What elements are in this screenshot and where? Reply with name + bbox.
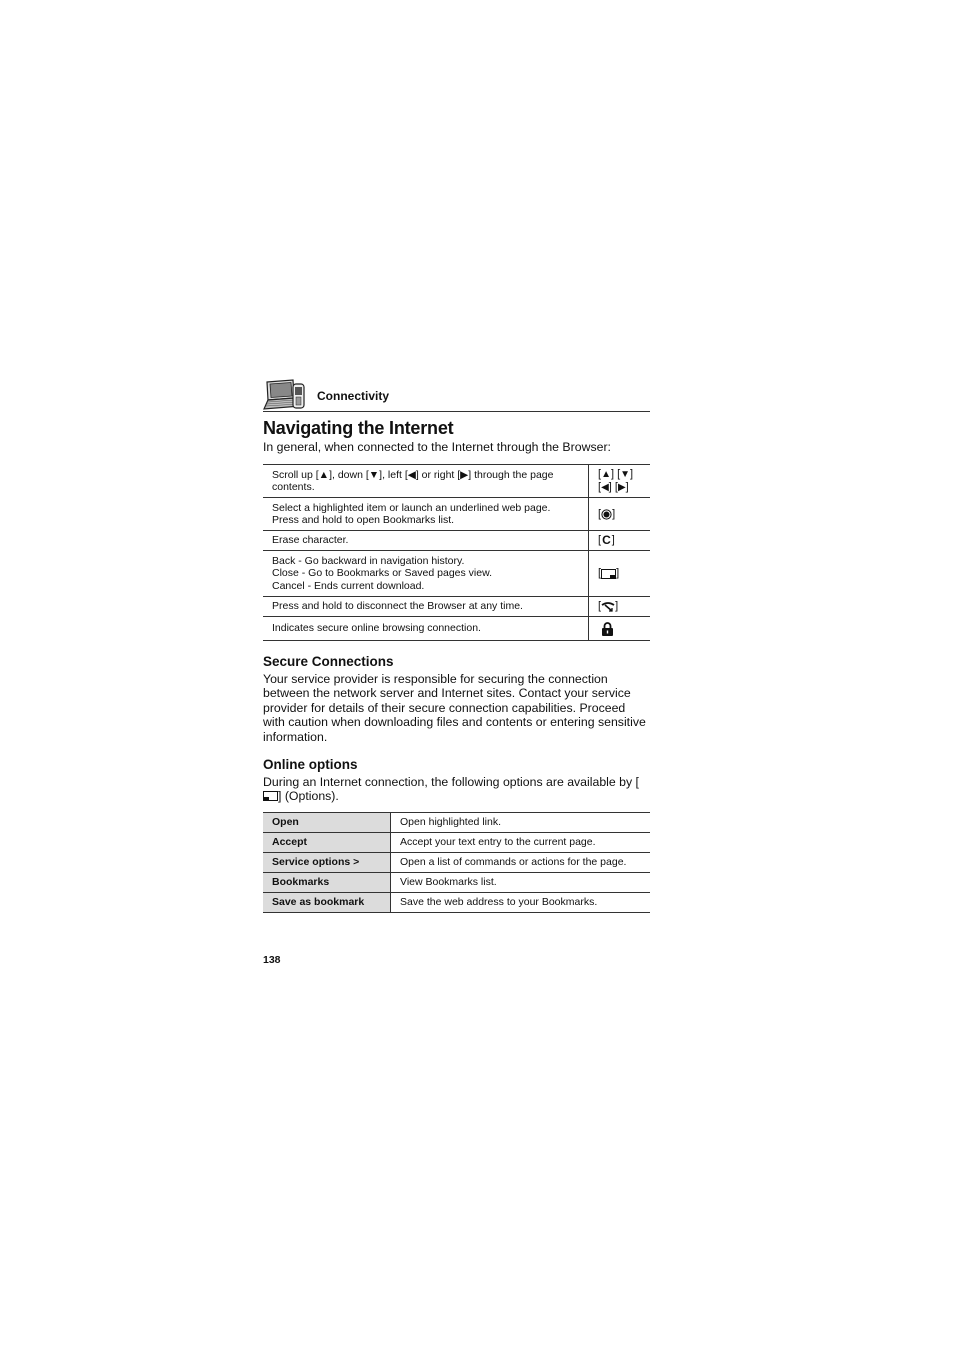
key-description [263,498,589,531]
description-line: Select a highlighted item or launch an underlined web page. [272,501,551,514]
description-line: Back - Go backward in navigation history. [272,554,465,567]
intro-text: In general, when connected to the Internet through the Browser: [263,440,611,454]
right-softkey-cell: [ ] [589,551,651,597]
end-call-key-cell: [ ] [589,597,651,617]
option-name: Open [263,812,391,832]
table-row [263,531,650,551]
end-call-key-icon [601,602,615,612]
key-description [263,551,589,597]
center-select-key-cell: [ ] [589,498,651,531]
option-description: Save the web address to your Bookmarks. [391,892,651,912]
description-line: Press and hold to disconnect the Browser at any time. [272,600,523,613]
key-description [263,531,589,551]
option-name: Save as bookmark [263,892,391,912]
description-line: Erase character. [272,534,349,547]
key-table [263,464,650,641]
online-options-heading: Online options [263,757,358,773]
option-description: View Bookmarks list. [391,872,651,892]
description-line: Close - Go to Bookmarks or Saved pages view. [272,567,493,580]
key-description [263,597,589,617]
option-description: Open highlighted link. [391,812,651,832]
key-description [263,617,589,641]
table-row [263,551,650,597]
option-description: Open a list of commands or actions for the page. [391,852,651,872]
option-name: Bookmarks [263,872,391,892]
clear-key-icon: [ C ] [598,533,615,547]
secure-connections-text: Your service provider is responsible for securing the connection between the network server and Internet sites. Contact your service provider for details of their secure connection capabilities. Proceed with caution when downloading files and contents or entering sensitive information. [263,672,646,744]
table-row [263,852,650,872]
table-row [263,498,650,531]
section-title: Connectivity [317,389,390,403]
table-row [263,872,650,892]
option-name: Service options > [263,852,391,872]
option-name: Accept [263,832,391,852]
clear-key-cell [589,531,651,551]
description-line: Scroll up [▲], down [▼], left [◀] or right [▶] through the page contents. [272,468,554,493]
page-number: 138 [263,954,281,966]
padlock-cell [589,617,651,641]
table-row [263,812,650,832]
center-select-key-icon [601,509,612,520]
option-description: Accept your text entry to the current page. [391,832,651,852]
online-options-text-end: ] (Options). [278,789,339,804]
key-description [263,465,589,498]
navigation-arrows-icon: [▲] [▼] [◀] [▶] [589,465,651,498]
padlock-icon [601,622,614,636]
description-line: Indicates secure online browsing connection. [272,622,481,635]
online-options-text-start: During an Internet connection, the following options are available by [ [263,775,639,790]
secure-connections-heading: Secure Connections [263,654,394,669]
section-header [263,378,650,412]
right-softkey-icon [601,569,616,579]
description-line: Press and hold to open Bookmarks list. [272,514,455,526]
table-row [263,892,650,912]
page-title: Navigating the Internet [263,418,454,438]
table-row [263,617,650,641]
table-row [263,597,650,617]
table-row [263,465,650,498]
description-line: Cancel - Ends current download. [272,579,425,592]
laptop-phone-icon [263,378,307,412]
right-softkey-icon [263,791,278,801]
options-table [263,812,650,913]
table-row [263,832,650,852]
online-options-text [263,775,650,804]
manual-page [263,378,650,913]
